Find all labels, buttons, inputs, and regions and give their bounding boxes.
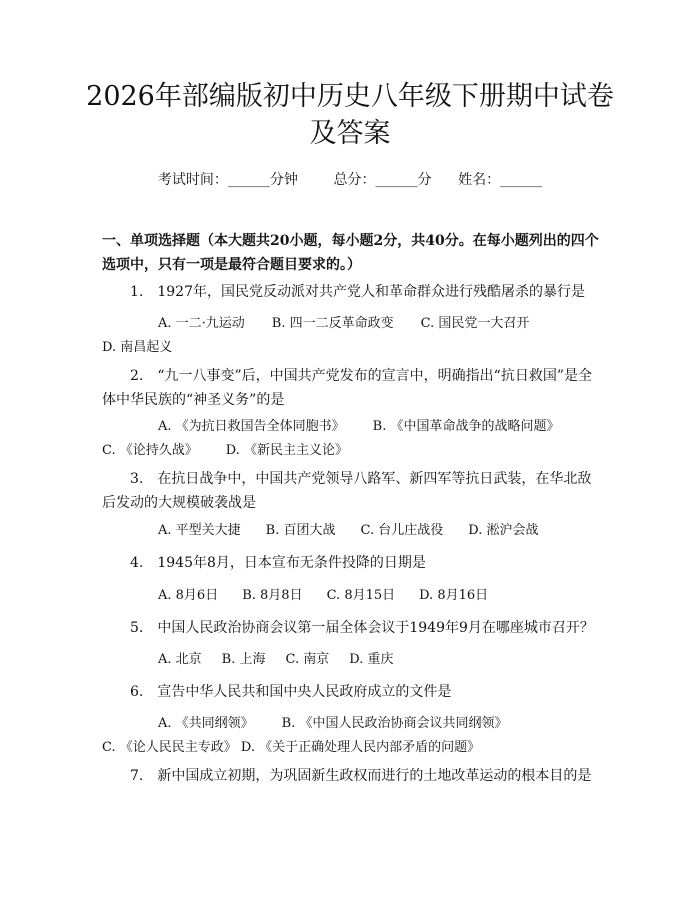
option-5d: D. 重庆 [349,652,394,667]
option-6d: D. 《关于正确处理人民内部矛盾的问题》 [240,740,481,755]
time-unit: 分钟 [269,172,298,188]
option-2c: C. 《论持久战》 [102,443,198,458]
option-3d: D. 淞沪会战 [468,523,539,538]
option-1d: D. 南昌起义 [102,340,173,355]
question-1: 1. 1927年，国民党反动派对共产党人和革命群众进行残酷屠杀的暴行是 [130,284,585,300]
option-3b: B. 百团大战 [265,523,336,538]
option-4c: C. 8月15日 [326,588,396,603]
page-title: 2026年部编版初中历史八年级下册期中试卷及答案 [86,81,614,149]
question-4: 4. 1945年8月，日本宣布无条件投降的日期是 [130,555,426,571]
options-4 [102,584,602,608]
name-label: 姓名： [458,172,501,188]
option-6c: C. 《论人民民主专政》 [102,740,237,755]
question-3: 3. 在抗日战争中，中国共产党领导八路军、新四军等抗日武装，在华北敌后发动的大规模破袭战是 [102,471,592,511]
time-label: 考试时间： [157,172,228,188]
question-6: 6. 宣告中华人民共和国中央人民政府成立的文件是 [130,684,452,700]
option-5c: C. 南京 [285,652,330,667]
options-1 [102,312,602,360]
options-2 [102,415,602,463]
score-label: 总分： [333,172,376,188]
score-unit: 分 [417,172,432,188]
option-2b: B. 《中国革命战争的战略问题》 [372,419,560,434]
option-3a: A. 平型关大捷 [158,523,241,538]
option-1c: C. 国民党一大召开 [420,316,530,331]
option-6b: B. 《中国人民政治协商会议共同纲领》 [281,716,508,731]
option-4a: A. 8月6日 [158,588,219,603]
name-blank: ______ [500,172,543,188]
option-1b: B. 四一二反革命政变 [271,316,394,331]
option-2a: A. 《为抗日救国告全体同胞书》 [158,419,345,434]
question-5: 5. 中国人民政治协商会议第一届全体会议于1949年9月在哪座城市召开？ [130,620,594,636]
score-blank: ______ [375,172,418,188]
time-blank: ______ [227,172,270,188]
exam-info-line [0,169,700,189]
option-3c: C. 台儿庄战役 [360,523,444,538]
option-4d: D. 8月16日 [419,588,489,603]
option-2d: D. 《新民主主义论》 [225,443,348,458]
options-3 [102,519,602,543]
option-4b: B. 8月8日 [242,588,303,603]
option-5b: B. 上海 [221,652,266,667]
question-2: 2. “九一八事变”后，中国共产党发布的宣言中，明确指出“抗日救国”是全体中华民族的“神圣义务”的是 [102,368,592,408]
option-1a: A. 一二·九运动 [158,316,245,331]
options-5 [102,648,602,672]
option-6a: A. 《共同纲领》 [158,716,254,731]
options-6 [102,712,602,760]
option-5a: A. 北京 [158,652,202,667]
section-heading: 一、单项选择题（本大题共20小题，每小题2分，共40分。在每小题列出的四个选项中，只有一项是最符合题目要求的。） [102,233,599,273]
question-7: 7. 新中国成立初期，为巩固新生政权而进行的土地改革运动的根本目的是 [130,768,592,784]
